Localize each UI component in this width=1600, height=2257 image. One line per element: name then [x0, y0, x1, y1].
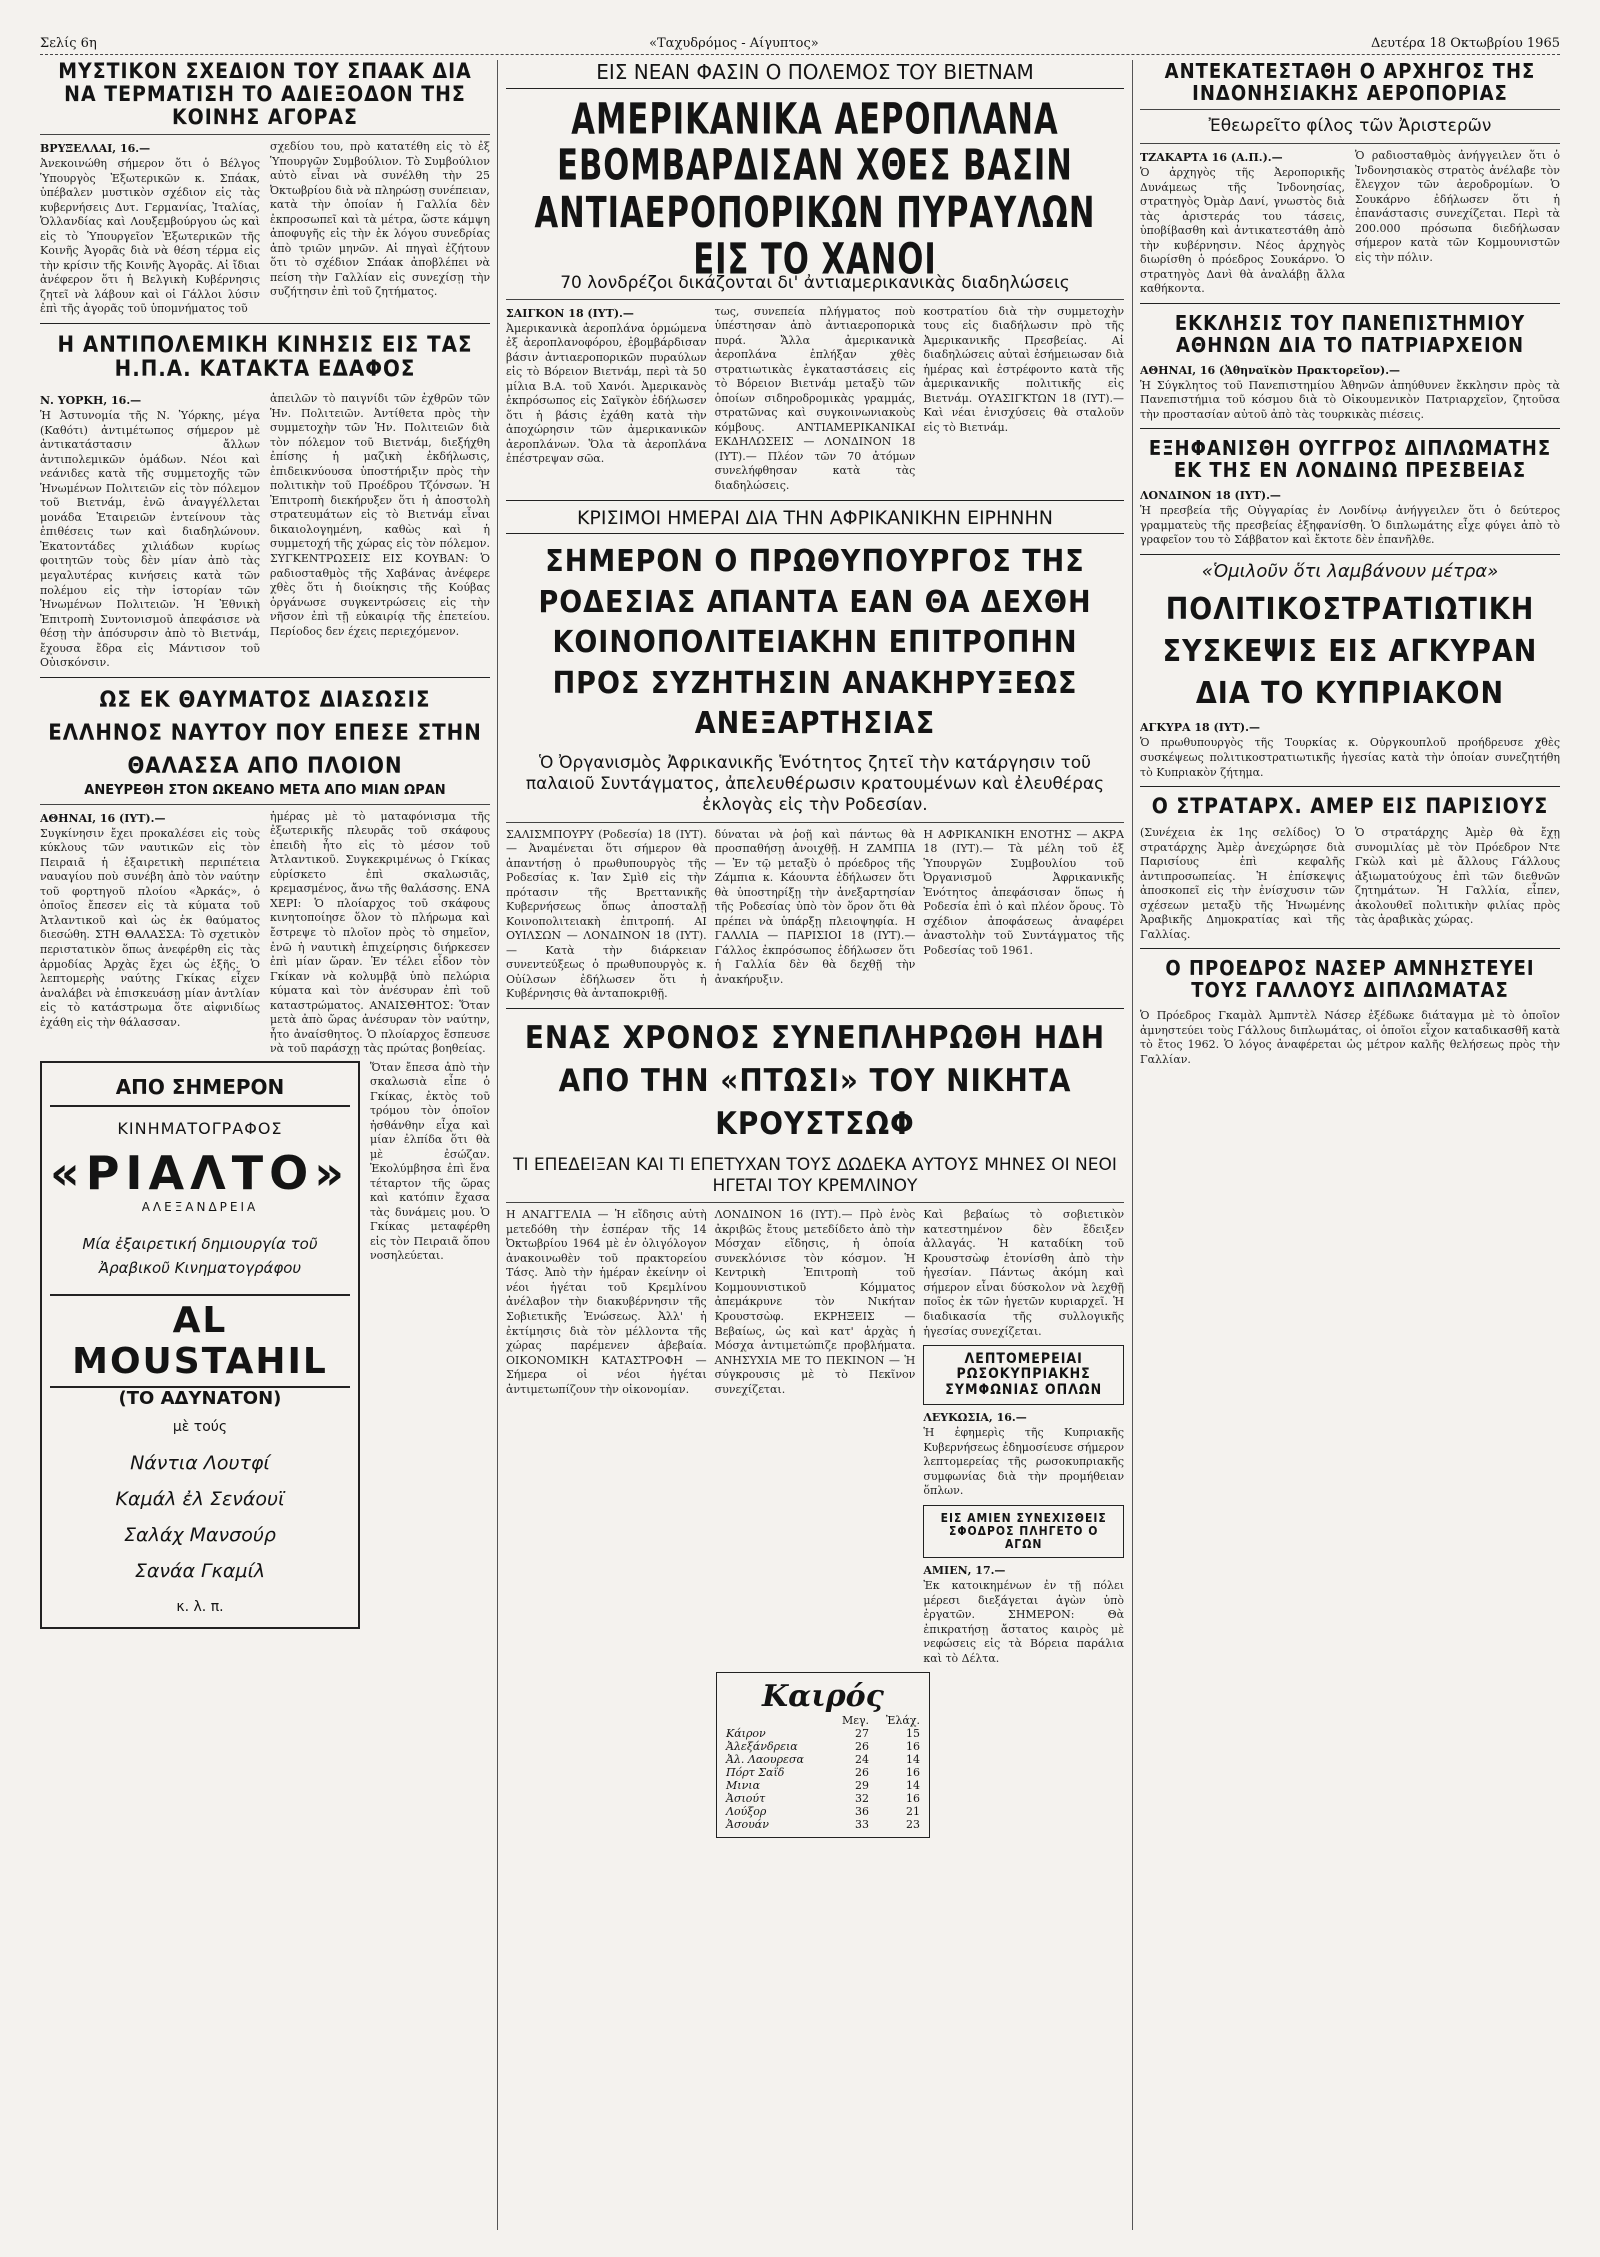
article-indonesia: [1140, 60, 1560, 297]
article-text: ἡμέρας μὲ τὸ ματαφόνισμα τῆς ἐξωτερικῆς πλευρᾶς τοῦ σκάφους ἐπειδὴ ἦτο εἰς τὸ μέσον τοῦ Ἀτλαντικοῦ. Συγκεκριμένως ὁ Γκίκας εὑρίσκετο ἐπὶ σκαλωσιᾶς, κρεμασμένος, ἄνω τῆς θαλάσσης. ΕΝΑ ΧΕΡΙ: Ὁ πλοίαρχος τοῦ σκάφους κινητοποίησε ὅλον τὸ πλήρωμα καὶ ἔστρεψε τὸ πλοῖον πρὸς τὸ σημεῖον, ἐνῶ ἡ ναυτικὴ ἐπιχείρησις διήρκεσεν ἐπὶ μίαν ὥραν. Ἐν τέλει εἶδον τὸν Γκίκαν νὰ κολυμβᾷ ὑπὸ πελώρια κύματα καὶ τὸν ἀνέσυραν ἐπὶ τοῦ καταστρώματος. ΑΝΑΙΣΘΗΤΟΣ: Ὅταν μετὰ ἀπὸ ὥρας ἀνέσυραν τὸν ναύτην, ἦτο ἀναίσθητος. Ὁ πλοίαρχος ἔσπευσε νὰ τοῦ παράσχῃ τὰς πρώτας βοηθείας.: [270, 809, 490, 1056]
weather-table: [723, 1714, 923, 1831]
article-text: Ὁ στρατάρχης Ἀμὲρ θὰ ἔχῃ συνομιλίας μὲ τὸν Πρόεδρον Ντε Γκὼλ καὶ μὲ ἄλλους Γάλλους ἀξιωματούχους ἐπὶ τῶν διεθνῶν ζητημάτων. Ἡ Γαλλία, εἶπεν, ἀκολουθεῖ πολιτικὴν φιλίας πρὸς τὰς ἀραβικὰς χώρας.: [1355, 826, 1560, 927]
article-cyprus-arms: [923, 1345, 1124, 1405]
article-text: Ἐκ κατοικημένων ἐν τῇ πόλει μέρεσι διεξάγεται ἀγὼν ὑπὸ ἐργατῶν. ΣΗΜΕΡΟΝ: Θὰ ἐπικρατήσῃ ἄστατος καιρὸς μὲ νεφώσεις εἰς τὰ Βόρεια παράλια καὶ τὸ Δέλτα.: [923, 1579, 1124, 1665]
article-text: Ὁ πρωθυπουργὸς τῆς Τουρκίας κ. Οὐργκουπλοῦ προήδρευσε χθὲς συσκέψεως πολιτικοστρατιωτικῆς ἡγεσίας κατὰ τὴν ὁποίαν συνεζητήθη τὸ Κυπριακὸν ζήτημα.: [1140, 736, 1560, 779]
article-antiwar: [40, 334, 490, 671]
column-left: [40, 60, 490, 2230]
article-amiens: [923, 1505, 1124, 1559]
kicker: ΕΙΣ ΝΕΑΝ ΦΑΣΙΝ Ο ΠΟΛΕΜΟΣ ΤΟΥ ΒΙΕΤΝΑΜ: [506, 60, 1124, 89]
subheadline: Ἐθεωρεῖτο φίλος τῶν Ἀριστερῶν: [1208, 116, 1492, 136]
article-sailor: [40, 684, 490, 1629]
article-text: Ὁ Πρόεδρος Γκαμὰλ Ἀμπντὲλ Νάσερ ἐξέδωκε διάταγμα μὲ τὸ ὁποῖον ἀμνηστεύει τοὺς Γάλλους διπλωμάτας, οἱ ὁποῖοι εἶχον καταδικασθῆ κατὰ τὸ ἔτος 1962. Ὁ λόγος ἀναφέρεται ὡς μέτρον καλῆς θελήσεως πρὸς τὴν Γαλλίαν.: [1140, 1009, 1560, 1066]
article-university: [1140, 312, 1560, 423]
article-text: Ἡ πρεσβεία τῆς Οὐγγαρίας ἐν Λονδίνῳ ἀνήγγειλεν ὅτι ὁ δεύτερος γραμματεὺς τῆς πρεσβείας ἐξηφανίσθη. Ὁ διπλωμάτης εἶχε φύγει ἀπὸ τὸ γραφεῖον του τὸ Σάββατον καὶ ἔκτοτε δὲν ἐπανῆλθε.: [1140, 504, 1560, 547]
table-row: Πόρτ Σαΐδ 26 16: [726, 1766, 920, 1780]
article-amer: [1140, 795, 1560, 942]
article-spaak: [40, 60, 490, 317]
article-ankara: [1140, 561, 1560, 780]
headline: ΑΝΤΕΚΑΤΕΣΤΑΘΗ Ο ΑΡΧΗΓΟΣ ΤΗΣ ΙΝΔΟΝΗΣΙΑΚΗΣ ΑΕΡΟΠΟΡΙΑΣ: [1164, 60, 1536, 105]
article-text: Η ΑΝΑΓΓΕΛΙΑ — Ἡ εἴδησις αὐτὴ μετεδόθη τὴν ἑσπέραν τῆς 14 Ὀκτωβρίου 1964 μὲ ἐν ὀλιγόλογον ἀνακοινωθὲν τοῦ πρακτορείου Τάσς. Ἀπὸ τὴν ἡμέραν ἐκείνην οἱ νέοι ἡγέται τοῦ Κρεμλίνου ἀνέλαβον τὴν διακυβέρνησιν τῆς Σοβιετικῆς Ἑνώσεως. Ἀλλ' ἡ ἐκτίμησις διὰ τὸν μέλλοντα τῆς χώρας παρέμενεν ἀβεβαία. ΟΙΚΟΝΟΜΙΚΗ ΚΑΤΑΣΤΡΟΦΗ — Σήμερα οἱ νέοι ἡγέται ἀντιμετωπίζουν τὴν οἰκονομίαν.: [506, 1208, 707, 1396]
ad-city: ΑΛΕΞΑΝΔΡΕΙΑ: [141, 1199, 259, 1214]
article-text: (Συνέχεια ἐκ 1ης σελίδος) Ὁ στρατάρχης Ἀμὲρ ἀνεχώρησε διὰ Παρισίους ἐπὶ κεφαλῆς ἀντιπροσωπείας. Ἡ ἐπίσκεψις ἀποσκοπεῖ εἰς τὴν ἐνίσχυσιν τῶν σχέσεων μεταξὺ τῆς Ἡνωμένης Ἀραβικῆς Δημοκρατίας καὶ τῆς Γαλλίας.: [1140, 826, 1345, 941]
table-row: Λούξορ 36 21: [726, 1805, 920, 1819]
headline: ΜΥΣΤΙΚΟΝ ΣΧΕΔΙΟΝ ΤΟΥ ΣΠΑΑΚ ΔΙΑ ΝΑ ΤΕΡΜΑΤΙΣΗ ΤΟ ΑΔΙΕΞΟΔΟΝ ΤΗΣ ΚΟΙΝΗΣ ΑΓΟΡΑΣ: [58, 60, 472, 130]
dateline: ΒΡΥΞΕΛΛΑΙ, 16.—: [40, 142, 151, 156]
dateline: ΑΓΚΥΡΑ 18 (ΙΥΤ).—: [1140, 721, 1260, 735]
kicker: «Ὁμιλοῦν ὅτι λαμβάνουν μέτρα»: [1201, 560, 1499, 582]
article-text: Ἡ Σύγκλητος τοῦ Πανεπιστημίου Ἀθηνῶν ἀπηύθυνεν ἔκκλησιν πρὸς τὰ Πανεπιστήμια τοῦ κόσμου διὰ τὸ Οἰκουμενικὸν Πατριαρχεῖον, ζητοῦσα τὴν προστασίαν αὐτοῦ ἀπὸ τὰς τουρκικὰς πιέσεις.: [1140, 378, 1560, 421]
headline: ΕΚΚΛΗΣΙΣ ΤΟΥ ΠΑΝΕΠΙΣΤΗΜΙΟΥ ΑΘΗΝΩΝ ΔΙΑ ΤΟ ΠΑΤΡΙΑΡΧΕΙΟΝ: [1174, 310, 1526, 357]
article-text: δύναται νὰ ῥοῇ καὶ πάντως θὰ προσπαθήσῃ ἀνοιχθῇ. Η ΖΑΜΠΙΑ — Ἐν τῷ μεταξὺ ὁ πρόεδρος τῆς Ζάμπια κ. Κάουντα ἐδήλωσεν ὅτι θὰ ὑποστηρίξῃ τὴν ἀνεξαρτησίαν τῆς Ροδεσίας ὑπὸ τὸν ὅρον ὅτι θὰ πρέπει νὰ ὑπάρξῃ πλειοψηφία. Η ΓΑΛΛΙΑ — ΠΑΡΙΣΙΟΙ 18 (ΙΥΤ).— Γάλλος ἐκπρόσωπος ἐδήλωσεν ὅτι ἡ Γαλλία δὲν θὰ δεχθῇ τὴν ἀνακήρυξιν.: [714, 827, 916, 986]
article-text: Ἀμερικανικὰ ἀεροπλάνα ὁρμώμενα ἐξ ἀεροπλανοφόρου, ἐβομβάρδισαν βάσιν ἀντιαεροπορικῶν πυραύλων εἰς τὸ Βόρειον Βιετνάμ, περὶ τὰ 50 μίλια Β.Α. τοῦ Χανόι. Ἀμερικανὸς ἐκπρόσωπος εἰς Σαϊγκὸν ἐδήλωσεν ὅτι ἡ βάσις ἐχάθη κατὰ τὴν ἀποχώρησιν τῶν ἀμερικανικῶν ἀεροπλάνων. Ὅλα τὰ ἀεροπλάνα ἐπέστρεψαν σῶα.: [506, 321, 707, 466]
headline: Ο ΠΡΟΕΔΡΟΣ ΝΑΣΕΡ ΑΜΝΗΣΤΕΥΕΙ ΤΟΥΣ ΓΑΛΛΟΥΣ ΔΙΠΛΩΜΑΤΑΣ: [1165, 956, 1535, 1003]
actor-name: Σαλάχ Μανσούρ: [124, 1523, 276, 1546]
article-text: σχεδίου του, πρὸ κατατέθη εἰς τὸ ἐξ Ὑπουργῶν Συμβούλιον. Τὸ Συμβούλιον αὐτὸ εἶναι νὰ συνέλθη τὴν 25 Ὀκτωβρίου διὰ νὰ πληρώσῃ συνέπειαν, κατὰ τὴν ὁποίαν ἡ Γαλλία δὲν ἐκπροσωπεῖ καὶ τὰ μέτρα, ὥστε κάμψη ἀποφυγῆς εἰς τὴν ἐκ λόγου συνεδρίας ἀπὸ τριῶν μηνῶν. Αἱ πηγαὶ ἐζήτουν ὅτι τὸ σχέδιον Σπάακ ἀποβλέπει νὰ πείση τὴν Γαλλίαν εἰς συνεχίσῃ τὴν συζήτησιν ἐπὶ τοῦ ζητήματος.: [270, 140, 490, 299]
article-text: Η ΑΦΡΙΚΑΝΙΚΗ ΕΝΟΤΗΣ — ΑΚΡΑ 18 (ΙΥΤ).— Τὰ μέλη τοῦ ἐξ Ὑπουργῶν Συμβουλίου τοῦ Ὀργανισμοῦ Ἀφρικανικῆς Ἑνότητος ἀπεφάσισαν ὅπως ἡ Ροδεσία ἐπὶ ὁ καὶ πλέον ὅρους. Τὸ σχέδιον ἀποφάσεως ἀναφέρει ἀναστολὴν τοῦ Συντάγματος τῆς Ροδεσίας τοῦ 1961.: [923, 827, 1124, 957]
column-right: [1140, 60, 1560, 2230]
film-title-greek: (ΤΟ ΑΔΥΝΑΤΟΝ): [118, 1387, 282, 1409]
article-rhodesia: [506, 507, 1124, 1002]
weather-logo: Καιρός: [762, 1679, 884, 1715]
article-text: ΛΟΝΔΙΝΟΝ 16 (ΙΥΤ).— Πρὸ ἑνὸς ἀκριβῶς ἔτους μετεδίδετο ἀπὸ τὴν Μόσχαν εἴδησις, ἡ ὁποία συνεκλόνισε τὸν κόσμον. Ἡ Κεντρικὴ Ἐπιτροπὴ τοῦ Κομμουνιστικοῦ Κόμματος ἀπεμάκρυνε τὸν Νικήταν Κρουστσὼφ. ΕΚΡΗΞΕΙΣ — Βεβαίως, ὡς καὶ κατ' ἀρχὰς ἡ Μόσχα ἀντιμετώπιζε προβλήματα. ΑΝΗΣΥΧΙΑ ΜΕ ΤΟ ΠΕΚΙΝΟΝ — Ἡ σύγκρουσις μὲ τὸ Πεκῖνον συνεχίζεται.: [714, 1208, 916, 1396]
headline: Η ΑΝΤΙΠΟΛΕΜΙΚΗ ΚΙΝΗΣΙΣ ΕΙΣ ΤΑΣ Η.Π.Α. ΚΑΤΑΚΤΑ ΕΔΑΦΟΣ: [57, 332, 473, 383]
column-header: Μεγ.: [842, 1714, 870, 1728]
headline: ΕΝΑΣ ΧΡΟΝΟΣ ΣΥΝΕΠΛΗΡΩΘΗ ΗΔΗ ΑΠΟ ΤΗΝ «ΠΤΩΣΙ» ΤΟΥ ΝΙΚΗΤΑ ΚΡΟΥΣΤΣΩΦ: [524, 1019, 1106, 1143]
subheadline: 70 λονδρέζοι δικάζονται δι' ἀντιαμερικανικὰς διαδηλώσεις: [560, 272, 1070, 293]
cinema-name: «ΡΙΑΛΤΟ»: [50, 1145, 350, 1200]
article-text: τως, συνεπεία πλήγματος ποὺ ὑπέστησαν ἀπὸ ἀντιαεροπορικὰ πυρά. Ἄλλα ἀμερικανικὰ ἀεροπλάνα ἐπλήξαν χθὲς στρατιωτικὰς ἐγκαταστάσεις εἰς τὸ Βόρειον Βιετνάμ μεταξὺ τῶν ὁποίων σιδηροδρομικὰς γραμμάς, στρατῶνας καὶ συγκοινωνιακοὺς κόμβους. ΑΝΤΙΑΜΕΡΙΚΑΝΙΚΑΙ ΕΚΔΗΛΩΣΕΙΣ — ΛΟΝΔΙΝΟΝ 18 (ΙΥΤ).— Πλέον τῶν 70 ἀτόμων συνελήφθησαν κατὰ τὰς διαδηλώσεις.: [714, 304, 916, 492]
subheadline: ΑΝΕΥΡΕΘΗ ΣΤΟΝ ΩΚΕΑΝΟ ΜΕΤΑ ΑΠΟ ΜΙΑΝ ΩΡΑΝ: [84, 782, 446, 798]
dateline: ΤΖΑΚΑΡΤΑ 16 (Α.Π.).—: [1140, 151, 1283, 165]
dateline: ΛΟΝΔΙΝΟΝ 18 (ΙΥΤ).—: [1140, 489, 1281, 503]
article-hungarian-diplomat: [1140, 437, 1560, 548]
ad-line: ΑΠΟ ΣΗΜΕΡΟΝ: [50, 1075, 350, 1107]
actor-name: Σανάα Γκαμίλ: [134, 1559, 266, 1582]
ad-description: Μία ἐξαιρετική δημιουργία τοῦ Ἀραβικοῦ Κινηματογράφου: [82, 1234, 318, 1277]
page-number: Σελίς 6η: [40, 36, 97, 51]
subheadline: ΤΙ ΕΠΕΔΕΙΞΑΝ ΚΑΙ ΤΙ ΕΠΕΤΥΧΑΝ ΤΟΥΣ ΔΩΔΕΚΑ ΑΥΤΟΥΣ ΜΗΝΕΣ ΟΙ ΝΕΟΙ ΗΓΕΤΑΙ ΤΟΥ ΚΡΕΜΛΙΝΟΥ: [513, 1154, 1117, 1197]
subheadline: Ὁ Ὀργανισμὸς Ἀφρικανικῆς Ἑνότητος ζητεῖ τὴν κατάργησιν τοῦ παλαιοῦ Συντάγματος, ἀπελευθέρωσιν κρατουμένων καὶ ἐλευθέρας ἐκλογὰς εἰς τὴν Ροδεσίαν.: [525, 752, 1105, 816]
article-text: ἀπειλῶν τὸ παιγνίδι τῶν ἐχθρῶν τῶν Ἡν. Πολιτειῶν. Ἀντίθετα πρὸς τὴν συμμετοχὴν τῶν Ἡν. Πολιτειῶν διὰ τὸν πόλεμον τοῦ Βιετνάμ, διεξήχθη ἐπίσης ἡ μαζικὴ ἐκδήλωσις, ἐπιδεικνύουσα ὑποστήριξιν πρὸς τὴν πολιτικὴν τοῦ Προέδρου Τζόνσων. Ἡ Ἐπιτροπὴ διεκήρυξεν ὅτι ἡ ἀποστολὴ στρατευμάτων εἰς τὸ Βιετνάμ εἶναι δικαιολογημένη, καθὼς καὶ ἡ συμμετοχή τῆς χώρας εἰς τὸν πόλεμον. ΣΥΓΚΕΝΤΡΩΣΕΙΣ ΕΙΣ ΚΟΥΒΑΝ: Ὁ ραδιοσταθμὸς τῆς Χαβάνας ἀνέφερε χθὲς ὅτι ἡ διοίκησις τῆς Κούβας ὁργάνωσε συγκεντρώσεις εἰς τὴν νῆσον ἐπὶ τῇ εὐκαιρίᾳ τῆς ἐπετείου. Περίοδος δεν έχεις περιεχόμενον.: [270, 392, 490, 638]
actor-name: Νάντια Λουτφί: [130, 1451, 270, 1474]
dateline: ΣΑΙΓΚΟΝ 18 (ΙΥΤ).—: [506, 306, 634, 320]
article-text: Καὶ βεβαίως τὸ σοβιετικὸν κατεστημένον δὲν ἔδειξεν ἀλλαγάς. Ἡ καταδίκη τοῦ Κρουστσὼφ ἐτονίσθη ἀπὸ τὴν ἡγεσίαν. Πάντως ἀκόμη καὶ σήμερον εἶναι δύσκολον νὰ λεχθῇ ποῖος ἐκ τῶν ἡγετῶν κυριαρχεῖ. Ἡ διαδικασία τῆς συλλογικῆς ἡγεσίας συνεχίζεται.: [923, 1208, 1124, 1338]
column-rule: [497, 60, 498, 2230]
article-text: κοστρατίου διὰ τὴν συμμετοχὴν τους εἰς διαδήλωσιν πρὸ τῆς Ἀμερικανικῆς Πρεσβείας. Αἱ διαδηλώσεις αὐταὶ ἐσήμειωσαν διὰ ἡμέρας καὶ ἐστρέφοντο κατὰ τῆς ἀμερικανικῆς πολιτικῆς εἰς Βιετνάμ. ΟΥΑΣΙΓΚΤΩΝ 18 (ΙΥΤ).— Καὶ νέαι ἐνισχύσεις θὰ σταλοῦν εἰς τὸ Βιετνάμ.: [923, 304, 1124, 434]
cinema-advertisement: [40, 1061, 360, 1629]
issue-date: Δευτέρα 18 Οκτωβρίου 1965: [1371, 36, 1560, 51]
dateline: ΑΘΗΝΑΙ, 16 (Ἀθηναϊκὸν Πρακτορεῖον).—: [1140, 363, 1401, 377]
article-khrushchev: [506, 1017, 1124, 1839]
dateline: ΛΕΥΚΩΣΙΑ, 16.—: [923, 1411, 1027, 1425]
headline: ΩΣ ΕΚ ΘΑΥΜΑΤΟΣ ΔΙΑΣΩΣΙΣ ΕΛΛΗΝΟΣ ΝΑΥΤΟΥ ΠΟΥ ΕΠΕΣΕ ΣΤΗΝ ΘΑΛΑΣΣΑ ΑΠΟ ΠΛΟΙΟΝ: [48, 687, 482, 779]
article-text: Ἡ ἐφημερὶς τῆς Κυπριακῆς Κυβερνήσεως ἐδημοσίευσε σήμερον λεπτομερείας τῆς ρωσοκυπριακῆς συμφωνίας διὰ τὴν προμήθειαν ὅπλων.: [923, 1426, 1124, 1498]
ad-line: κ. λ. π.: [176, 1599, 224, 1615]
film-title: AL MOUSTAHIL: [50, 1294, 350, 1388]
ad-line: μὲ τούς: [172, 1418, 228, 1435]
masthead: [40, 36, 1560, 55]
table-row: Κάιρον 27 15: [726, 1727, 920, 1741]
article-text: Ὅταν ἔπεσα ἀπὸ τὴν σκαλωσιὰ εἶπε ὁ Γκίκας, ἐκτὸς τοῦ τρόμου τὸν ὁποῖον ἠσθάνθην εἶχα καὶ μίαν ἐλπίδα ὅτι θὰ μὲ ἐσώζαν. Ἐκολύμβησα ἐπὶ ἕνα τέταρτον τῆς ὥρας καὶ κατόπιν ἔχασα τὰς δυνάμεις μου. Ὁ Γκίκας μεταφέρθη εἰς τὸν Πειραιᾶ ὅπου νοσηλεύεται.: [369, 1060, 490, 1263]
table-row: Ἀλ. Λαουρεσα 24 14: [726, 1753, 920, 1767]
headline: ΣΗΜΕΡΟΝ Ο ΠΡΩΘΥΠΟΥΡΓΟΣ ΤΗΣ ΡΟΔΕΣΙΑΣ ΑΠΑΝΤΑ ΕΑΝ ΘΑ ΔΕΧΘΗ ΚΟΙΝΟΠΟΛΙΤΕΙΑΚΗΝ ΕΠΙΤΡΟΠΗΝ ΠΡΟΣ ΣΥΖΗΤΗΣΙΝ ΑΝΑΚΗΡΥΞΕΩΣ ΑΝΕΞΑΡΤΗΣΙΑΣ: [538, 544, 1092, 742]
article-text: ΣΑΛΙΣΜΠΟΥΡΥ (Ροδεσία) 18 (ΙΥΤ).— Ἀναμένεται ὅτι σήμερον θὰ ἀπαντήσῃ ὁ πρωθυπουργὸς τῆς Ροδεσίας κ. Ἰαν Σμὶθ εἰς τὴν πρότασιν τῆς Βρεττανικῆς Κυβερνήσεως ὅπως ἀποσταλῇ Κοινοπολιτειακὴ ἐπιτροπή. ΑΙ ΟΥΙΛΣΩΝ — ΛΟΝΔΙΝΟΝ 18 (ΙΥΤ).— Κατὰ τὴν διάρκειαν συνεντεύξεως ὁ πρωθυπουργὸς κ. Οὐίλσων ἐδήλωσεν ὅτι ἡ Κυβέρνησις θὰ ἀνταποκριθῇ.: [506, 827, 707, 1001]
article-text: Ἡ Ἀστυνομία τῆς Ν. Ὑόρκης, μέγα (Καθότι) ἀντιμέτωπος σήμερον μὲ ἀντικατάστασιν ἄλλων ἀντιπολεμικῶν ὁμάδων. Νέοι καὶ νεάνιδες κατὰ τῆς συμμετοχῆς τῶν Ἡνωμένων Πολιτειῶν εἰς τὸν πόλεμον τοῦ Βιετνάμ, ἐνῶ ἀναγγέλλεται μονάδα Ἑταιρειῶν ἐντείνουν τὰς ἐπιθέσεις των καὶ διαδηλώνουν. Ἐκατοντάδες χιλιάδων κυρίως φοιτητῶν τοὺς δὲν μίαν ἀπὸ τὰς μεγαλυτέρας κινήσεις κατὰ τῶν πολέμου εἰς τὴν ἱστορίαν τῶν Ἡνωμένων Πολιτειῶν. Ἡ Ἐθνικὴ Ἐπιτροπὴ Συντονισμοῦ ἀπεφάσισε νὰ θέσῃ τὴν ἀπόσυρσιν ἀπὸ τὸ Βιετνάμ, ἔχουσα ἔδρα εἰς Μάντισον τοῦ Οὐισκόνσιν.: [40, 409, 260, 670]
article-vietnam: [506, 60, 1124, 494]
ad-line: ΚΙΝΗΜΑΤΟΓΡΑΦΟΣ: [117, 1118, 283, 1138]
article-text: Συγκίνησιν ἔχει προκαλέσει εἰς τοὺς κύκλους τῶν ναυτικῶν εἰς τὸν Πειραιᾶ ἡ ἐξαιρετικὴ περιπέτεια ναυαγίου ποὺ συνέβη ἀπὸ τὸν ναύτην τοῦ φορτηγοῦ πλοίου «Ἀρκάς», ὁ ὁποῖος ἔπεσεν εἰς τὰ κύματα τοῦ Ἀτλαντικοῦ καὶ ὡς ἐκ θαύματος διεσώθη. ΣΤΗ ΘΑΛΑΣΣΑ: Τὸ σχετικὸν περιστατικὸν ὅπως ἀνεφέρθη εἰς τὰς ἀρμοδίας Ἀρχὰς ἔχει ὡς ἑξῆς. Ὁ λεπτομερὴς ναύτης Γκίκας εἶχεν ἀναλάβει νὰ ἐπισκευάσῃ μίαν ἀντλίαν εἰς τὸ κατάστρωμα ὅτε αἰφνιδίως ἐχάθη εἰς τὴν θάλασσαν.: [40, 826, 260, 1029]
headline: Ο ΣΤΡΑΤΑΡΧ. ΑΜΕΡ ΕΙΣ ΠΑΡΙΣΙΟΥΣ: [1151, 794, 1549, 819]
headline: ΕΞΗΦΑΝΙΣΘΗ ΟΥΓΓΡΟΣ ΔΙΠΛΩΜΑΤΗΣ ΕΚ ΤΗΣ ΕΝ ΛΟΝΔΙΝΩ ΠΡΕΣΒΕΙΑΣ: [1148, 436, 1552, 483]
headline: ΠΟΛΙΤΙΚΟΣΤΡΑΤΙΩΤΙΚΗ ΣΥΣΚΕΨΙΣ ΕΙΣ ΑΓΚΥΡΑΝ ΔΙΑ ΤΟ ΚΥΠΡΙΑΚΟΝ: [1162, 592, 1538, 712]
actor-name: Καμάλ ἐλ Σενάουϊ: [115, 1487, 285, 1510]
dateline: ΑΘΗΝΑΙ, 16 (ΙΥΤ).—: [40, 811, 166, 825]
column-rule: [1132, 60, 1133, 2230]
weather-box: [716, 1672, 930, 1838]
article-text: Ἀνεκοινώθη σήμερον ὅτι ὁ Βέλγος Ὑπουργὸς Ἐξωτερικῶν κ. Σπάακ, ὑπέβαλεν μυστικὸν σχέδιον εἰς τὰς κυβερνήσεις Δυτ. Γερμανίας, Ἰταλίας, Ὁλλανδίας καὶ Λουξεμβούργου ὡς καὶ εἰς τὸ Ὑπουργεῖον Ἐξωτερικῶν τῆς Κοινῆς Ἀγορᾶς διὰ νὰ θέση τέρμα εἰς τὴν κρίσιν τῆς Κοινῆς Ἀγορᾶς. Αἱ ἴδιαι ἀνέφερον ὅτι ἡ Βελγικὴ Κυβέρνησις ζητεῖ νὰ λάβουν καὶ οἱ Γάλλοι λύσιν ἐπὶ τῆς ἀγορᾶς τοῦ ὑπομνήματος τοῦ: [40, 157, 260, 316]
kicker: ΚΡΙΣΙΜΟΙ ΗΜΕΡΑΙ ΔΙΑ ΤΗΝ ΑΦΡΙΚΑΝΙΚΗΝ ΕΙΡΗΝΗΝ: [506, 507, 1124, 535]
table-row: Μινια 29 14: [726, 1779, 920, 1793]
column-header: Ἐλάχ.: [886, 1714, 920, 1728]
dateline: ΑΜΙΕΝ, 17.—: [923, 1564, 1006, 1578]
article-text: Ὁ ραδιοσταθμὸς ἀνήγγειλεν ὅτι ὁ Ἰνδονησιακὸς στρατὸς ἀνέλαβε τὸν ἔλεγχον τῶν ἀεροδρομίων. Ὁ Σουκάρνο ἐδήλωσεν ὅτι ἡ ἐπανάστασις συνεχίζεται. Περὶ τὰ 200.000 πρόσωπα διεδήλωσαν σήμερον κατὰ τῶν Κομμουνιστῶν εἰς τὴν πόλιν.: [1355, 149, 1560, 264]
dateline: Ν. ΥΟΡΚΗ, 16.—: [40, 394, 142, 408]
headline: ΕΙΣ ΑΜΙΕΝ ΣΥΝΕΧΙΣΘΕΙΣ ΣΦΟΔΡΟΣ ΠΛΗΓΕΤΟ Ο ΑΓΩΝ: [940, 1510, 1107, 1552]
table-row: Ἀλεξάνδρεια 26 16: [726, 1740, 920, 1754]
column-center: [506, 60, 1124, 2230]
headline: ΑΜΕΡΙΚΑΝΙΚΑ ΑΕΡΟΠΛΑΝΑ ΕΒΟΜΒΑΡΔΙΣΑΝ ΧΘΕΣ ΒΑΣΙΝ ΑΝΤΙΑΕΡΟΠΟΡΙΚΩΝ ΠΥΡΑΥΛΩΝ ΕΙΣ ΤΟ ΧΑΝΟΙ: [534, 94, 1096, 285]
article-text: Ὁ ἀρχηγὸς τῆς Ἀεροπορικῆς Δυνάμεως τῆς Ἰνδονησίας, στρατηγὸς Ὀμὰρ Δανί, γνωστὸς διὰ τὰς ἀριστεράς του τάσεις, ὑποβίβασθη καὶ ἀντικατεστάθη ἀπὸ τὴν κυβέρνησιν. Νέος ἀρχηγὸς διωρίσθη ὁ πρόεδρος Σουκάρνο. Ὁ στρατηγὸς Δανὶ θὰ ἀναλάβῃ ἄλλα καθήκοντα.: [1140, 166, 1345, 296]
table-row: Ἀσιούτ 32 16: [726, 1792, 920, 1806]
paper-name: «Ταχυδρόμος - Αίγυπτος»: [649, 36, 819, 51]
table-row: Ἀσουάν 33 23: [726, 1818, 920, 1832]
headline: ΛΕΠΤΟΜΕΡΕΙΑΙ ΡΩΣΟΚΥΠΡΙΑΚΗΣ ΣΥΜΦΩΝΙΑΣ ΟΠΛΩΝ: [945, 1351, 1103, 1398]
table-header: [723, 1714, 923, 1727]
article-nasser: [1140, 957, 1560, 1067]
